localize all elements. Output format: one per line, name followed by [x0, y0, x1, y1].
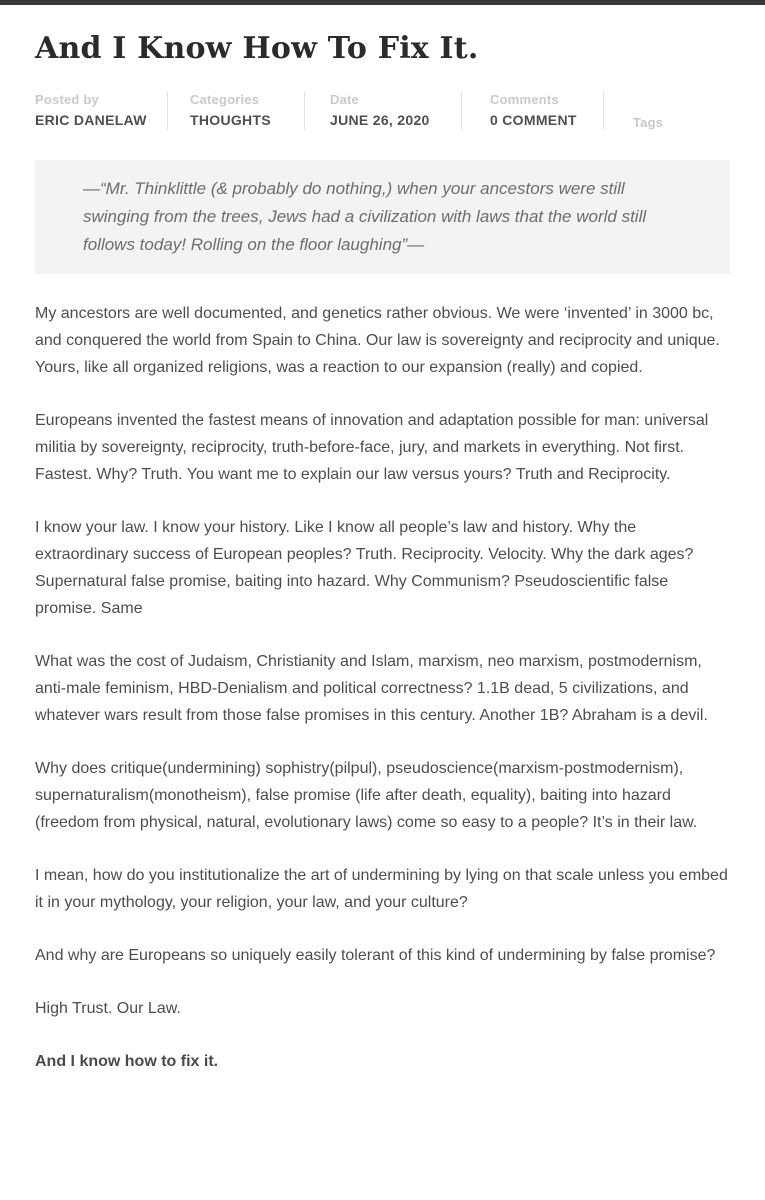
meta-date — [305, 92, 462, 130]
post-closing-line: And I know how to fix it. — [35, 1053, 219, 1070]
author-link[interactable]: ERIC DANELAW — [35, 112, 147, 128]
post-body — [35, 300, 730, 1075]
category-link[interactable]: THOUGHTS — [190, 112, 271, 128]
meta-categories-label: Categories — [190, 92, 260, 107]
meta-categories — [168, 92, 305, 130]
post-date: JUNE 26, 2020 — [330, 112, 430, 128]
meta-date-label: Date — [330, 92, 359, 107]
post-paragraph: Europeans invented the fastest means of innovation and adaptation possible for man: universal militia by sovereignty, reciprocity, truth-before-face, jury, and markets in everything. Not first. Fastest. Why? Truth. You want me to explain our law versus yours? Truth and Reciprocity. — [35, 412, 709, 483]
post-paragraph: High Trust. Our Law. — [35, 1000, 181, 1017]
meta-posted-by-label: Posted by — [35, 92, 99, 107]
post-meta-row — [35, 92, 730, 130]
comments-count-link[interactable]: 0 COMMENT — [490, 112, 577, 128]
post-paragraph: I mean, how do you institutionalize the art of undermining by lying on that scale unless you embed it in your mythology, your religion, your law, and your culture? — [35, 867, 728, 911]
page-title: And I Know How To Fix It. — [35, 31, 479, 66]
post-paragraph: Why does critique(undermining) sophistry(pilpul), pseudoscience(marxism-postmodernism), supernaturalism(monotheism), false promise (life after death, equality), baiting into hazard (freedom from physical, natural, evolutionary laws) come so easy to a people? It’s in their law. — [35, 760, 698, 831]
meta-comments-label: Comments — [490, 92, 559, 107]
meta-comments — [462, 92, 604, 130]
post-container — [0, 31, 765, 1075]
meta-posted-by — [35, 92, 168, 130]
post-paragraph: My ancestors are well documented, and genetics rather obvious. We were ‘invented’ in 3000 bc, and conquered the world from Spain to China. Our law is sovereignty and reciprocity and unique. Yours, like all organized religions, was a reaction to our expansion (really) and copied. — [35, 305, 720, 376]
page-top-bar — [0, 0, 765, 5]
meta-tags — [604, 92, 730, 130]
meta-tags-label: Tags — [633, 115, 664, 130]
post-paragraph: I know your law. I know your history. Like I know all people’s law and history. Why the extraordinary success of European peoples? Truth. Reciprocity. Velocity. Why the dark ages? Supernatural false promise, baiting into hazard. Why Communism? Pseudoscientific false promise. Same — [35, 519, 694, 617]
post-paragraph: And why are Europeans so uniquely easily tolerant of this kind of undermining by false promise? — [35, 947, 716, 964]
post-blockquote: —“Mr. Thinklittle (& probably do nothing,) when your ancestors were still swinging from the trees, Jews had a civilization with laws that the world still follows today! Rolling on the floor laughing”— — [35, 160, 730, 274]
post-paragraph: What was the cost of Judaism, Christianity and Islam, marxism, neo marxism, postmodernism, anti-male feminism, HBD-Denialism and political correctness? 1.1B dead, 5 civilizations, and whatever wars result from those false promises in this century. Another 1B? Abraham is a devil. — [35, 653, 708, 724]
